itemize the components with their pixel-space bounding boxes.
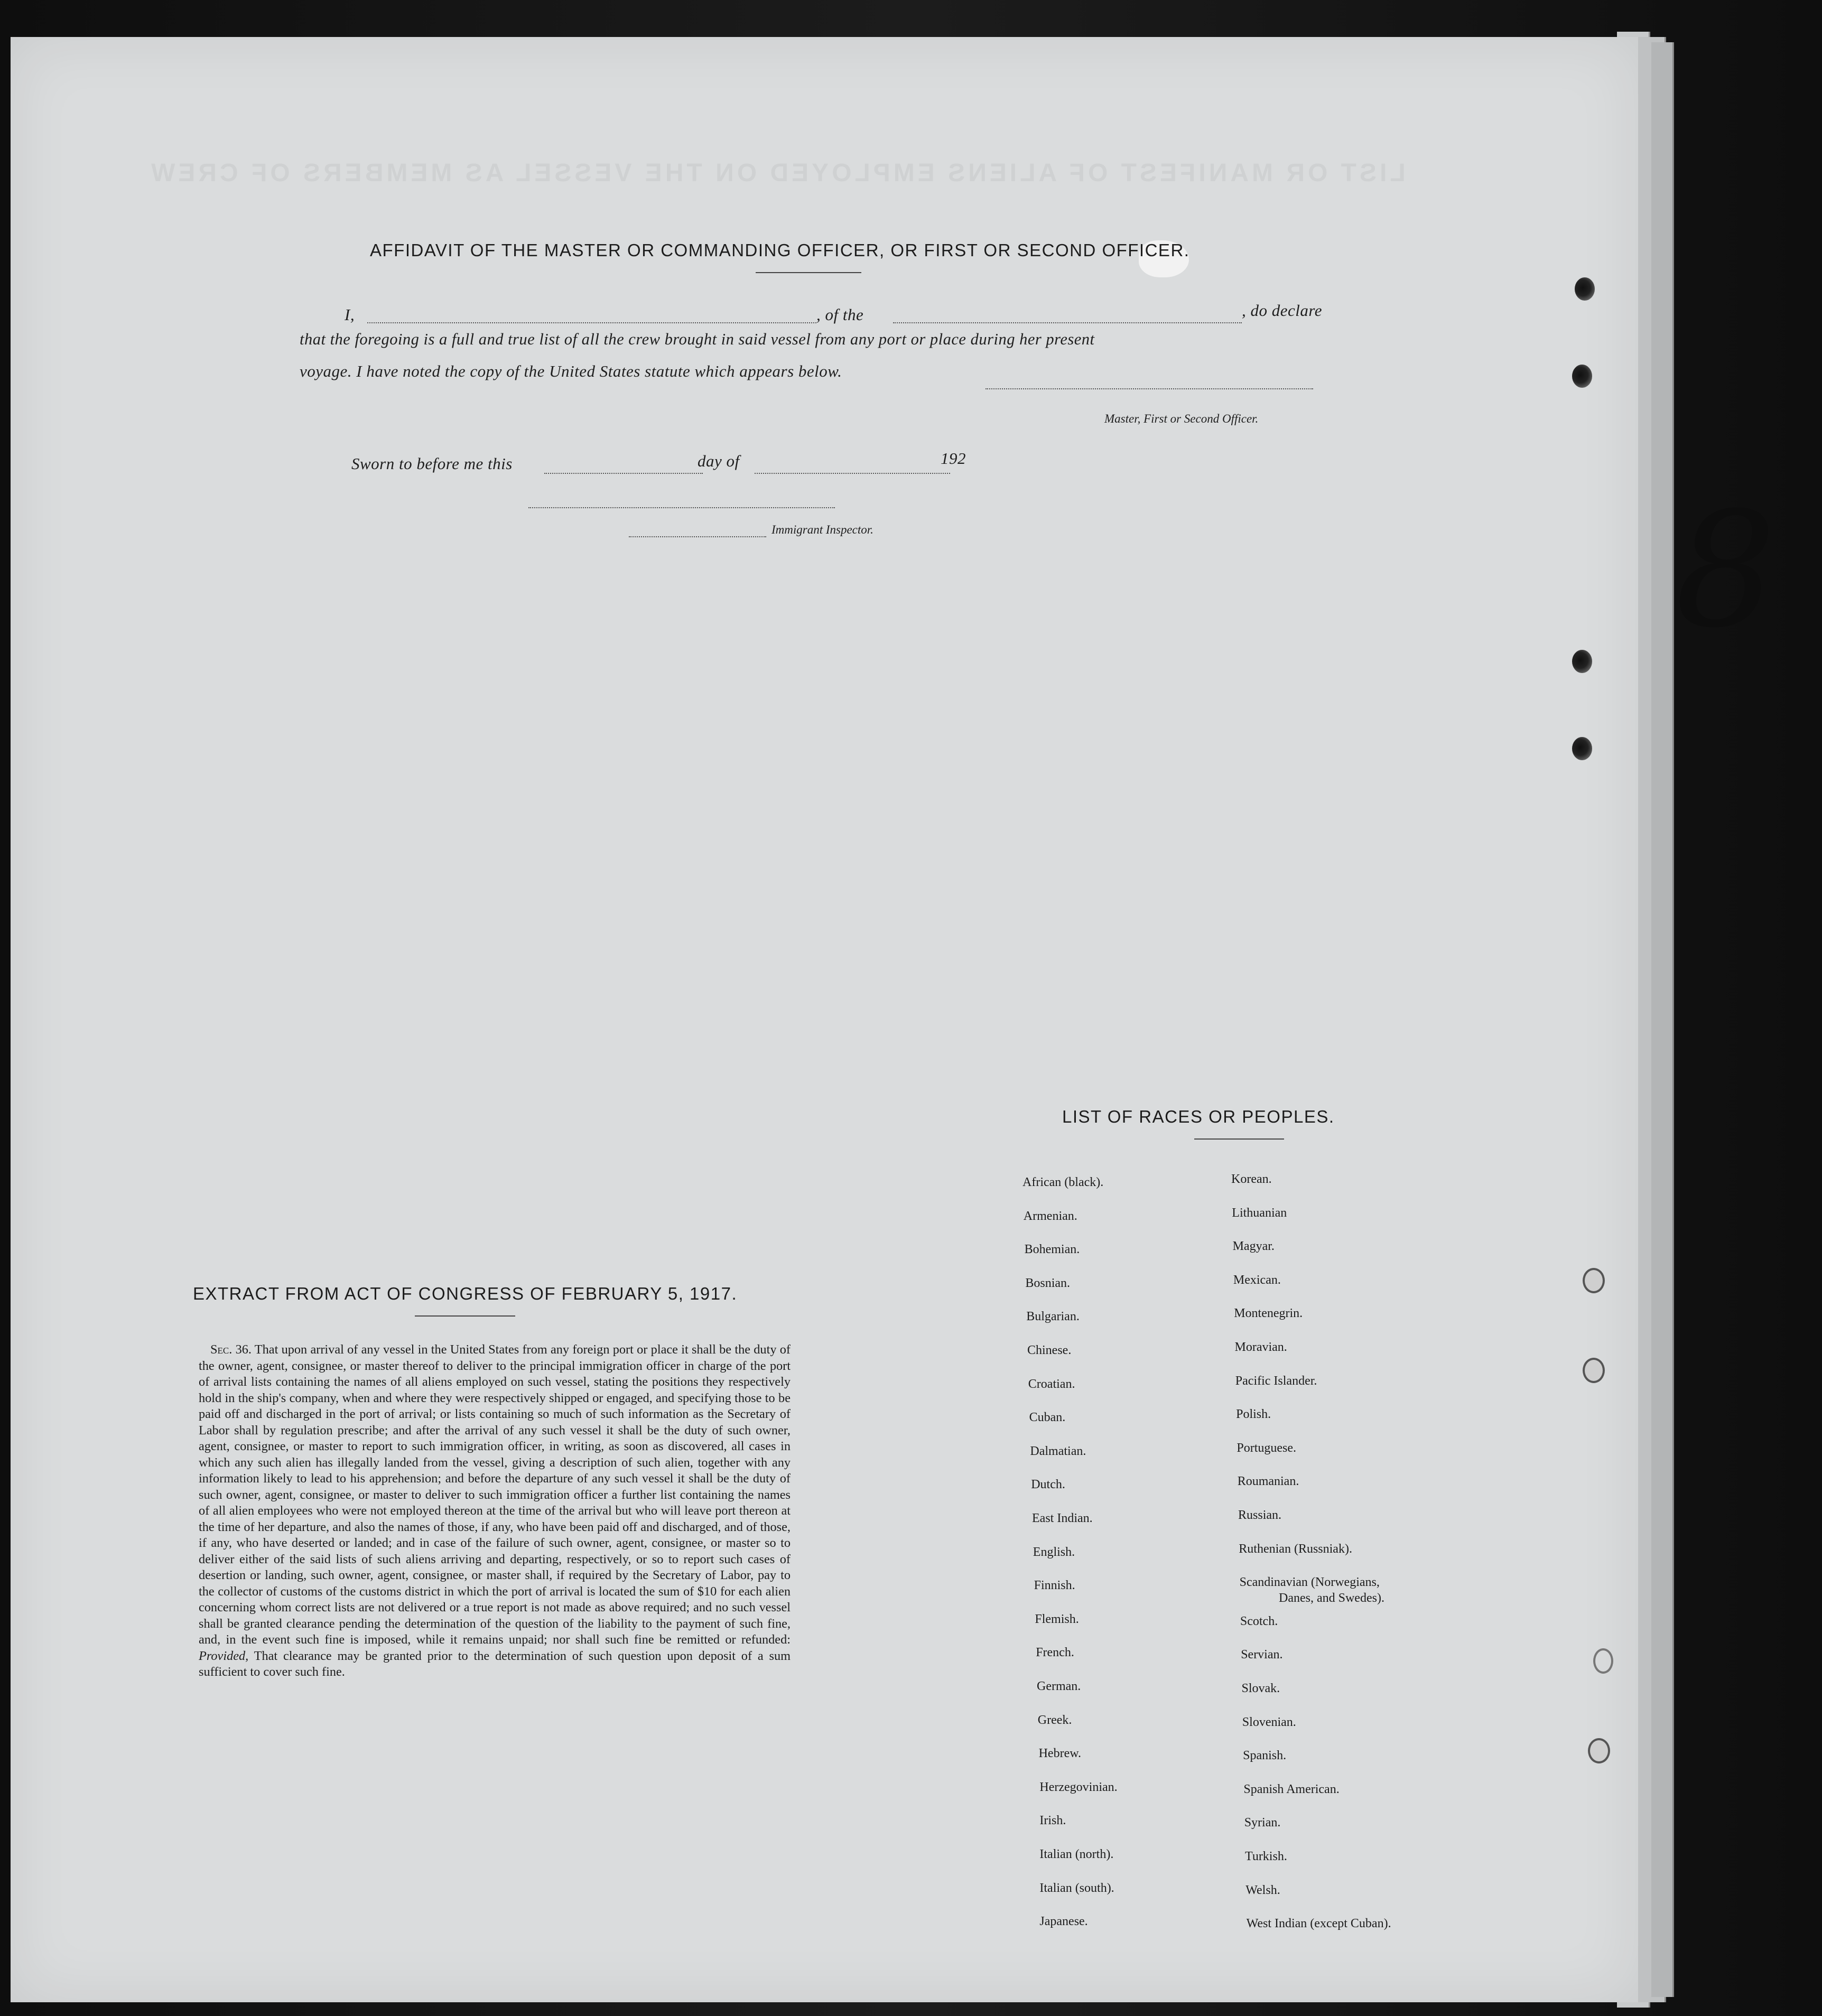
race-left-item: Irish.	[1039, 1814, 1066, 1828]
extract-title-rule	[415, 1315, 515, 1317]
race-right-item: Turkish.	[1245, 1850, 1287, 1863]
race-right-item: Scandinavian (Norwegians,	[1239, 1575, 1380, 1590]
race-left-item: Bosnian.	[1025, 1276, 1071, 1290]
race-left-item: African (black).	[1022, 1175, 1104, 1189]
punch-hole	[1575, 277, 1595, 301]
race-right-item: Russian.	[1238, 1508, 1282, 1522]
race-left-item: Japanese.	[1039, 1915, 1088, 1929]
affidavit-title: AFFIDAVIT OF THE MASTER OR COMMANDING OFFICER, OR FIRST OR SECOND OFFICER.	[370, 240, 1190, 260]
race-right-item: Spanish.	[1243, 1749, 1287, 1763]
race-right-item: Pacific Islander.	[1235, 1374, 1317, 1388]
race-left-item: Flemish.	[1035, 1612, 1079, 1626]
page-edge-3	[1651, 42, 1674, 1997]
race-right-item: Scotch.	[1240, 1614, 1278, 1628]
affidavit-do-declare: , do declare	[1242, 301, 1323, 320]
section-36-text	[199, 1342, 791, 1681]
punch-hole	[1572, 365, 1592, 388]
year-prefix: 192	[941, 449, 966, 468]
punch-hole	[1572, 650, 1592, 673]
race-right-item-continuation: Danes, and Swedes).	[1279, 1591, 1384, 1606]
race-right-item: Ruthenian (Russniak).	[1239, 1542, 1352, 1556]
affidavit-line-2: that the foregoing is a full and true list of all the crew brought in said vessel from any port or place during her present	[300, 330, 1095, 348]
sworn-month-line[interactable]	[755, 473, 950, 474]
reinforcement-ring	[1588, 1738, 1610, 1763]
race-left-item: Dutch.	[1031, 1478, 1065, 1492]
race-left-item: Dalmatian.	[1030, 1444, 1086, 1458]
race-right-item: Portuguese.	[1237, 1441, 1297, 1455]
section-provided: Provided,	[199, 1648, 249, 1663]
vessel-name-line[interactable]	[893, 322, 1242, 323]
race-left-item: Bohemian.	[1024, 1243, 1080, 1257]
day-of-label: day of	[698, 452, 740, 470]
punch-hole	[1572, 737, 1592, 760]
section-body-2: That clearance may be granted prior to the determination of such question upon deposit of a sum sufficient to cover such fine.	[199, 1648, 791, 1679]
race-right-item: Lithuanian	[1232, 1206, 1287, 1220]
race-left-item: Italian (north).	[1039, 1847, 1114, 1861]
extract-title: EXTRACT FROM ACT OF CONGRESS OF FEBRUARY 5, 1917.	[193, 1284, 738, 1303]
race-left-item: Armenian.	[1023, 1209, 1077, 1223]
race-right-item: Slovak.	[1241, 1682, 1280, 1695]
race-right-item: Magyar.	[1232, 1239, 1275, 1254]
officer-signature-line[interactable]	[986, 388, 1313, 389]
race-left-item: Italian (south).	[1039, 1881, 1114, 1895]
section-label: Sec. 36.	[210, 1342, 252, 1357]
race-right-item: Korean.	[1231, 1172, 1272, 1186]
race-right-item: West Indian (except Cuban).	[1246, 1917, 1391, 1931]
race-left-item: Croatian.	[1028, 1377, 1075, 1391]
affidavit-i: I,	[345, 305, 355, 324]
affidavit-title-rule	[756, 272, 861, 273]
inspector-signature-subline	[629, 536, 766, 537]
race-right-item: Slovenian.	[1242, 1715, 1296, 1729]
reinforcement-ring	[1583, 1358, 1605, 1383]
race-left-item: Finnish.	[1034, 1579, 1075, 1593]
sworn-day-line[interactable]	[544, 473, 703, 474]
race-right-item: Moravian.	[1234, 1340, 1287, 1354]
affidavit-line-3: voyage. I have noted the copy of the United States statute which appears below.	[300, 362, 842, 380]
race-right-item: Syrian.	[1244, 1816, 1281, 1830]
inspector-caption: Immigrant Inspector.	[771, 523, 873, 536]
race-right-item: Polish.	[1236, 1407, 1271, 1422]
race-left-item: Cuban.	[1029, 1411, 1066, 1425]
bleed-through-header: LIST OR MANIFEST OF ALIENS EMPLOYED ON THE VESSEL AS MEMBERS OF CREW	[148, 159, 1406, 187]
race-right-item: Spanish American.	[1243, 1782, 1340, 1796]
reinforcement-ring	[1593, 1648, 1613, 1674]
affidavit-of-the: , of the	[816, 305, 864, 324]
race-left-item: Greek.	[1037, 1713, 1072, 1727]
race-left-item: French.	[1036, 1646, 1074, 1660]
race-left-item: English.	[1033, 1545, 1075, 1559]
race-right-item: Montenegrin.	[1234, 1306, 1303, 1321]
section-body-1: That upon arrival of any vessel in the United States from any foreign port or place it shall be the duty of the owner, agent, consignee, or master thereof to deliver to the principal immigration officer in charge of the port of arrival lists containing the names of all aliens employed on such vessel, stating the positions they respectively hold in the ship's company, when and where they were respectively shipped or engaged, and specifying those to be paid off and discharged in the port of arrival; or lists containing so much of such information as the Secretary of Labor shall by regulation prescribe; and after the arrival of any such vessel it shall be the duty of such owner, agent, consignee, or master to report to such immigration officer, in writing, as soon as discovered, all cases in which any such alien has illegally landed from the vessel, giving a description of such alien, together with any information likely to lead to his apprehension; and before the departure of any such vessel it shall be the duty of such owner, agent, consignee, or master to deliver to such immigration officer a further list containing the names of all alien employees who were not employed thereon at the time of the arrival but who will leave port thereon at the time of her departure, and also the names of those, if any, who have been paid off and discharged, and of those, if any, who have deserted or landed; and in case of the failure of such owner, agent, consignee, or master so to deliver either of the said lists of such aliens arriving and departing, respectively, or so to report such cases of desertion or landing, such owner, agent, consignee, or master shall, if required by the Secretary of Labor, pay to the collector of customs of the customs district in which the port of arrival is located the sum of $10 for each alien concerning whom correct lists are not delivered or a true report is not made as above required; and no such vessel shall be granted clearance pending the determination of the question of the liability to the payment of such fine, and, in the event such fine is imposed, while it remains unpaid; nor shall such fine be remitted or refunded:	[199, 1342, 791, 1647]
race-right-item: Mexican.	[1233, 1273, 1281, 1287]
race-right-item: Welsh.	[1245, 1883, 1280, 1897]
races-title-rule	[1194, 1138, 1284, 1140]
race-left-item: German.	[1037, 1679, 1081, 1693]
race-right-item: Roumanian.	[1237, 1474, 1299, 1489]
handwritten-folio-mark: 8	[1675, 478, 1776, 662]
officer-signature-caption: Master, First or Second Officer.	[1104, 412, 1259, 425]
reinforcement-ring	[1583, 1268, 1605, 1293]
races-title: LIST OF RACES OR PEOPLES.	[1062, 1107, 1335, 1126]
race-right-item: Servian.	[1241, 1648, 1283, 1662]
race-left-item: Herzegovinian.	[1039, 1780, 1118, 1794]
sworn-before-label: Sworn to before me this	[351, 454, 513, 473]
manifest-page	[11, 37, 1638, 2002]
race-left-item: Hebrew.	[1038, 1747, 1081, 1761]
race-left-item: East Indian.	[1032, 1511, 1093, 1525]
race-left-item: Chinese.	[1027, 1343, 1072, 1357]
race-left-item: Bulgarian.	[1026, 1310, 1080, 1324]
inspector-signature-line[interactable]	[528, 507, 835, 508]
declarant-name-line[interactable]	[367, 322, 816, 323]
